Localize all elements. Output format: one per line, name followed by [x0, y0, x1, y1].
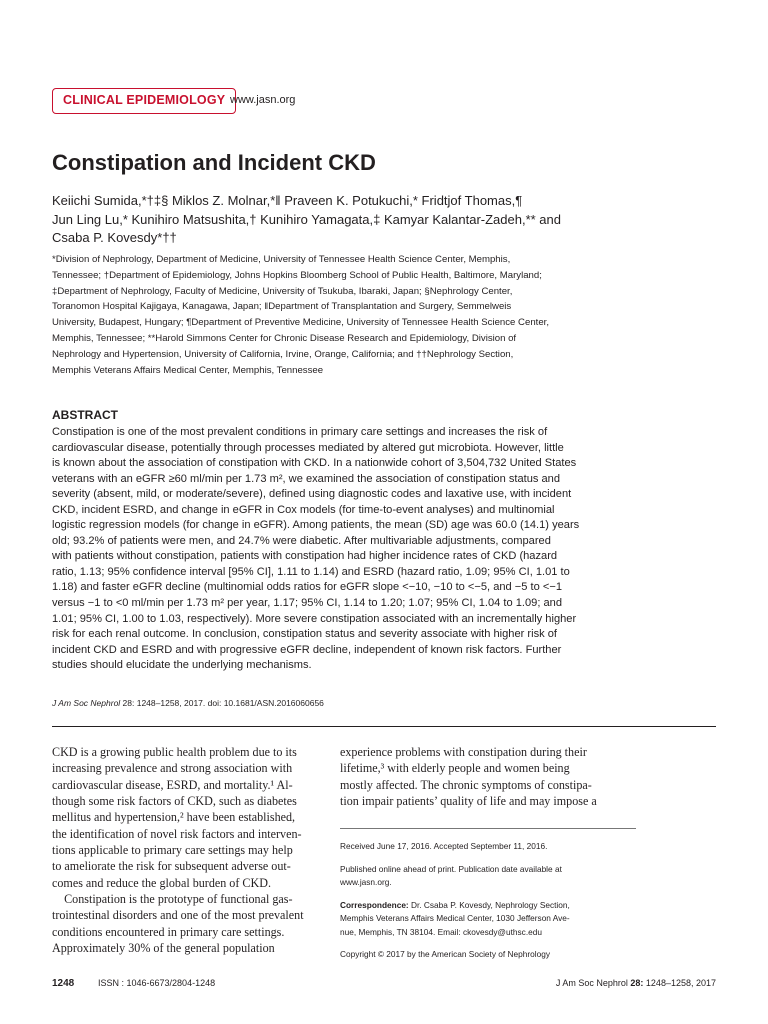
body-line: mellitus and hypertension,² have been established, [52, 810, 296, 825]
page-number: 1248 [52, 978, 75, 989]
issn: ISSN : 1046-6673/2804-1248 [98, 978, 216, 988]
body-line: the identification of novel risk factors and interven- [52, 826, 302, 841]
affiliation-line: ‡Department of Nephrology, Faculty of Medicine, University of Tsukuba, Ibaraki, Japan; §Nephrology Center, [52, 285, 513, 297]
correspondence-line: nue, Memphis, TN 38104. Email: ckovesdy@uthsc.edu [340, 926, 542, 937]
article-notes [340, 840, 636, 971]
correspondence-first-line [340, 899, 636, 913]
affiliation-line: Nephrology and Hypertension, University of California, Irvine, Orange, California; and ††Nephrology Section, [52, 348, 514, 360]
body-line: comes and reduce the global burden of CKD. [52, 875, 271, 890]
body-line: tions applicable to primary care settings may help [52, 843, 293, 858]
copyright-note: Copyright © 2017 by the American Society of Nephrology [340, 949, 550, 959]
abstract-line: ratio, 1.13; 95% confidence interval [95% CI], 1.11 to 1.14) and ESRD (hazard ratio, 1.09; 95% CI, 1.01 to [52, 565, 570, 578]
body-line: lifetime,³ with elderly people and women being [340, 761, 570, 776]
body-column-left [52, 744, 322, 956]
abstract-heading: ABSTRACT [52, 408, 118, 422]
section-badge: CLINICAL EPIDEMIOLOGY [52, 88, 236, 114]
body-line: tion impair patients’ quality of life and may impose a [340, 794, 597, 809]
body-line: Constipation is the prototype of functional gas- [52, 892, 293, 907]
abstract-line: 1.01; 95% CI, 1.00 to 1.03, respectively). More severe constipation associated with an incrementally higher [52, 612, 577, 625]
body-line: though some risk factors of CKD, such as diabetes [52, 794, 297, 809]
author-line: Keiichi Sumida,*†‡§ Miklos Z. Molnar,*‖ Praveen K. Potukuchi,* Fridtjof Thomas,¶ [52, 193, 523, 208]
footer-citation [556, 978, 716, 988]
body-line: to ameliorate the risk for subsequent adverse out- [52, 859, 291, 874]
section-divider [52, 726, 716, 727]
footer-journal: J Am Soc Nephrol [555, 978, 631, 988]
citation-details: 28: 1248–1258, 2017. doi: 10.1681/ASN.2016060656 [120, 698, 324, 708]
received-note: Received June 17, 2016. Accepted September 11, 2016. [340, 841, 548, 851]
citation [52, 698, 324, 708]
abstract-line: logistic regression models (for change in eGFR). Among patients, the mean (SD) age was 60.0 (14.1) years [52, 519, 580, 532]
affiliation-line: Memphis Veterans Affairs Medical Center, Memphis, Tennessee [52, 364, 324, 376]
abstract-line: Constipation is one of the most prevalent conditions in primary care settings and increases the risk of [52, 426, 548, 438]
footer-volume: 28: [630, 978, 644, 988]
body-line: CKD is a growing public health problem due to its [52, 745, 297, 759]
correspondence-note [340, 899, 636, 940]
footer-pages: 1248–1258, 2017 [643, 978, 716, 988]
abstract-body [52, 425, 716, 674]
abstract-line: versus −1 to <0 ml/min per 1.73 m² per year, 1.17; 95% CI, 1.14 to 1.20; 1.07; 95% CI, 1.04 to 1.09; and [52, 597, 562, 610]
citation-journal: J Am Soc Nephrol [52, 698, 121, 708]
affiliation-line: University, Budapest, Hungary; ¶Department of Preventive Medicine, University of Tennessee Health Science Center, [52, 317, 549, 329]
abstract-line: with patients without constipation, patients with constipation had higher incidence rates of CKD (hazard [52, 550, 558, 563]
author-list [52, 192, 612, 248]
author-line: Csaba P. Kovesdy*†† [52, 230, 177, 245]
correspondence-line: Memphis Veterans Affairs Medical Center, 1030 Jefferson Ave- [340, 913, 570, 923]
affiliation-line: Toranomon Hospital Kajigaya, Kanagawa, Japan; ‖Department of Transplantation and Surgery, Semmelweis [52, 301, 512, 313]
published-note [340, 863, 636, 890]
affiliations [52, 252, 612, 378]
body-line: trointestinal disorders and one of the most prevalent [52, 908, 304, 923]
abstract-line: 1.18) and faster eGFR decline (multinomial odds ratios for eGFR slope <−10, −10 to <−5, and −5 to <−1 [52, 581, 562, 594]
abstract-line: cardiovascular disease, potentially through processes mediated by altered gut microbiota. However, little [52, 441, 564, 454]
journal-url[interactable]: www.jasn.org [230, 94, 296, 106]
correspondence-label: Correspondence: [340, 899, 409, 910]
abstract-line: is known about the association of constipation with CKD. In a nationwide cohort of 3,504,732 United States [52, 457, 577, 470]
abstract-line: severity (absent, mild, or moderate/severe), defined using diagnostic codes and laxative use, with incident [52, 488, 572, 501]
author-line: Jun Ling Lu,* Kunihiro Matsushita,† Kunihiro Yamagata,‡ Kamyar Kalantar-Zadeh,** and [52, 211, 561, 227]
body-line: experience problems with constipation during their [340, 745, 587, 759]
body-line: increasing prevalence and strong association with [52, 761, 293, 776]
article-title: Constipation and Incident CKD [52, 150, 376, 175]
body-line: Approximately 30% of the general population [52, 941, 275, 956]
body-column-right [340, 744, 610, 809]
abstract-line: old; 93.2% of patients were men, and 24.7% were diabetic. After multivariable adjustments, compared [52, 534, 551, 547]
abstract-line: incident CKD and ESRD and with progressive eGFR decline, independent of known risk factors. Further [52, 643, 562, 656]
abstract-line: CKD, incident ESRD, and change in eGFR in Cox models (for time-to-event analyses) and multinomial [52, 503, 555, 516]
correspondence-text: Dr. Csaba P. Kovesdy, Nephrology Section, [408, 899, 570, 910]
body-line: cardiovascular disease, ESRD, and mortality.¹ Al- [52, 777, 293, 792]
abstract-line: veterans with an eGFR ≥60 ml/min per 1.73 m², we examined the association of constipation status and [52, 472, 561, 485]
affiliation-line: *Division of Nephrology, Department of Medicine, University of Tennessee Health Science Center, Memphis, [52, 254, 511, 265]
body-line: conditions encountered in primary care settings. [52, 924, 285, 939]
abstract-line: risk for each renal outcome. In conclusion, constipation status and severity associate with higher risk of [52, 628, 558, 641]
affiliation-line: Memphis, Tennessee; **Harold Simmons Center for Chronic Disease Research and Epidemiology, Division of [52, 332, 517, 344]
affiliation-line: Tennessee; †Department of Epidemiology, Johns Hopkins Bloomberg School of Public Health, Baltimore, Maryland; [52, 269, 542, 281]
published-line: www.jasn.org. [340, 877, 392, 887]
abstract-line: studies should elucidate the underlying mechanisms. [52, 659, 312, 672]
body-line: mostly affected. The chronic symptoms of constipa- [340, 777, 592, 792]
published-line: Published online ahead of print. Publication date available at [340, 863, 562, 874]
notes-divider [340, 828, 636, 829]
